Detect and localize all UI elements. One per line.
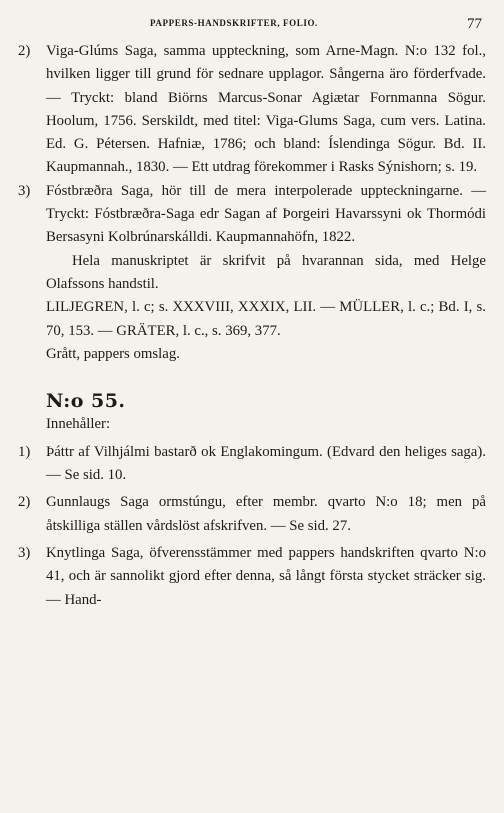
item-number: 1) [18, 443, 31, 460]
item-number: 2) [18, 43, 31, 59]
list-item [18, 491, 486, 538]
contents-label: Innehåller: [46, 416, 111, 433]
item-text: Viga-Glúms Saga, samma uppteckning, som Arne-Magn. N:o 132 fol., hvilken ligger till grund för sednare upplagor. Sångerna äro förderfvade. — Tryckt: bland Biörns Marcus-Sonar Agiætar Fornmanna Sögur. Hoolum, 1756. Serskildt, med titel: Viga-Glums Saga, cum vers. Latina. Ed. G. Pétersen. Hafniæ, 1786; och bland: Íslendinga Sögur. Bd. II. Kaupmannah., 1830. — Ett utdrag förekommer i Rasks Sýnishorn; s. 19. [46, 43, 486, 176]
list-item [18, 180, 486, 250]
manuscript-note: Hela manuskriptet är skrifvit på hvarannan sida, med Helge Olafssons handstil. [46, 252, 486, 292]
item-text: Knytlinga Saga, öfverensstämmer med pappers handskriften qvarto N:o 41, och är sannolikt gjord efter denna, så långt första stycket sträcker sig. — Hand- [46, 544, 486, 608]
spacer [18, 366, 486, 390]
item-text: Gunnlaugs Saga ormstúngu, efter membr. qvarto N:o 18; men på åtskilliga ställen vårdslöst afskrifven. — Se sid. 27. [46, 494, 486, 534]
list-item [18, 542, 486, 612]
page-body [18, 40, 486, 612]
binding-note: Grått, pappers omslag. [46, 345, 180, 362]
list-item [18, 40, 486, 180]
page-header [0, 16, 504, 36]
item-number: 3) [18, 182, 31, 199]
running-title: PAPPERS-HANDSKRIFTER, FOLIO. [150, 18, 318, 28]
item-text: Þáttr af Vilhjálmi bastarð ok Englakomingum. (Edvard den heliges saga). — Se sid. 10. [46, 443, 486, 484]
item-number: 2) [18, 494, 31, 511]
references: LILJEGREN, l. c; s. XXXVIII, XXXIX, LII. — MÜLLER, l. c.; Bd. I, s. 70, 153. — GRÄTER, l. c., s. 369, 377. [46, 299, 486, 339]
item-text: Fóstbræðra Saga, hör till de mera interpolerade uppteckningarne. — Tryckt: Fóstbræðra-Saga edr Sagan af Þorgeiri Havarssyni ok Thormódi Bersasyni Kolbrúnarskálldi. Kaupmannahöfn, 1822. [46, 182, 486, 246]
section-heading: N:o 55. [46, 390, 126, 413]
page-number: 77 [467, 16, 482, 32]
list-item [18, 441, 486, 488]
item-number: 3) [18, 544, 31, 561]
